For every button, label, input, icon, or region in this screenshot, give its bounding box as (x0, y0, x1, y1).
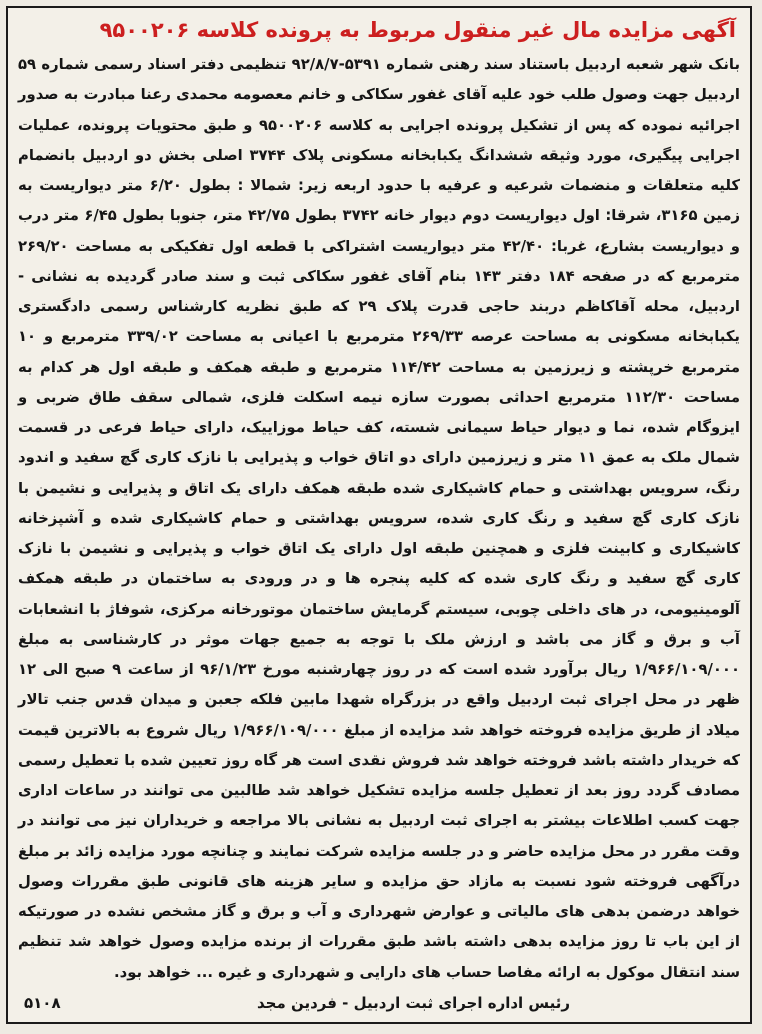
notice-document (18, 12, 740, 1018)
notice-signature: رئیس اداره اجرای ثبت اردبیل - فردین مجد (256, 994, 570, 1012)
notice-title: آگهی مزایده مال غیر منقول مربوط به پرونده کلاسه ۹۵۰۰۲۰۶ (99, 18, 736, 42)
notice-code: ۵۱۰۸ (24, 994, 61, 1012)
notice-body: بانک شهر شعبه اردبیل باستناد سند رهنی شماره ۵۳۹۱-۹۲/۸/۷ تنظیمی دفتر اسناد رسمی شماره ۵۹ اردبیل جهت وصول طلب خود علیه آقای غفور سکاکی و خانم معصومه محمدی رعنا مبادرت به صدور اجرائیه نموده که پس از تشکیل پرونده اجرایی به کلاسه ۹۵۰۰۲۰۶ و طبق محتویات پرونده، عملیات اجرایی پیگیری، مورد وثیقه ششدانگ یکبابخانه مسکونی پلاک ۳۷۴۴ اصلی بخش دو اردبیل بانضمام کلیه متعلقات و منضمات شرعیه و عرفیه با حدود اربعه زیر: شمالا : بطول ۶/۲۰ متر دیواریست به زمین ۳۱۶۵، شرقا: اول دیواریست دوم دیوار خانه ۳۷۴۲ بطول ۴۲/۷۵ متر، جنوبا بطول ۶/۴۵ متر درب و دیواریست بشارع، غربا: ۴۲/۴۰ متر دیواریست اشتراکی با قطعه اول تفکیکی به مساحت ۲۶۹/۲۰ مترمربع که در صفحه ۱۸۴ دفتر ۱۴۳ بنام آقای غفور سکاکی ثبت و سند صادر گردیده به نشانی - اردبیل، محله آقاکاظم دربند حاجی قدرت پلاک ۲۹ که طبق نظریه کارشناس رسمی دادگستری یکبابخانه مسکونی به مساحت عرصه ۲۶۹/۳۳ مترمربع با اعیانی به مساحت ۳۳۹/۰۲ مترمربع و ۱۰ مترمربع خرپشته و زیرزمین به مساحت ۱۱۴/۴۲ مترمربع و طبقه همکف و طبقه اول هر کدام به مساحت ۱۱۲/۳۰ مترمربع احداثی بصورت سازه نیمه اسکلت فلزی، شمالی سقف طاق ضربی و ایزوگام شده، نما و دیوار حیاط سیمانی شسته، کف حیاط موزاییک، دارای حیاط فرعی در قسمت شمال ملک به عمق ۱۱ متر و زیرزمین دارای دو اتاق خواب و پذیرایی با نازک کاری گچ سفید و اندود رنگ، سرویس بهداشتی و حمام کاشیکاری شده طبقه همکف دارای یک اتاق و پذیرایی و نشیمن با نازک کاری گچ سفید و رنگ کاری شده، سرویس بهداشتی و حمام کاشیکاری شده و آشپزخانه کاشیکاری و کابینت فلزی و همچنین طبقه اول دارای یک اتاق خواب و پذیرایی و نشیمن با نازک کاری گچ سفید و رنگ کاری شده که کلیه پنجره ها و در ورودی به ساختمان در طبقه همکف آلومینیومی، در های داخلی چوبی، سیستم گرمایش ساختمان موتورخانه مرکزی، شوفاژ با انشعابات آب و برق و گاز می باشد و ارزش ملک با توجه به جمیع جهات موثر در کارشناسی به مبلغ ۱/۹۶۶/۱۰۹/۰۰۰ ریال برآورد شده است که در روز چهارشنبه مورخ ۹۶/۱/۲۳ از ساعت ۹ صبح الی ۱۲ ظهر در محل اجرای ثبت اردبیل واقع در بزرگراه شهدا مابین فلکه جعبن و میدان قدس جنب تالار میلاد از طریق مزایده فروخته خواهد شد مزایده از مبلغ ۱/۹۶۶/۱۰۹/۰۰۰ ریال شروع به بالاترین قیمت که خریدار داشته باشد فروخته خواهد شد فروش نقدی است هر گاه روز تعیین شده با تعطیل رسمی مصادف گردد روز بعد از تعطیل جلسه مزایده تشکیل خواهد شد طالبین می توانند در ساعات اداری جهت کسب اطلاعات بیشتر به اجرای ثبت اردبیل به نشانی بالا مراجعه و خریداران نیز می توانند در وقت مقرر در محل مزایده حاضر و در جلسه مزایده شرکت نمایند و چنانچه مورد مزایده زائد بر مبلغ درآگهی فروخته شود نسبت به مازاد حق مزایده و سایر هزینه های قانونی طبق مقررات وصول خواهد درضمن بدهی های مالیاتی و عوارض شهرداری و آب و برق و گاز مشخص نشده در صورتیکه از این باب تا روز مزایده بدهی داشته باشد طبق مقررات از برنده مزایده وصول خواهد شد تنظیم سند انتقال موکول به ارائه مفاصا حساب های دارایی و شهرداری و غیره ... خواهد بود. (18, 56, 741, 981)
notice-frame (6, 6, 752, 1024)
